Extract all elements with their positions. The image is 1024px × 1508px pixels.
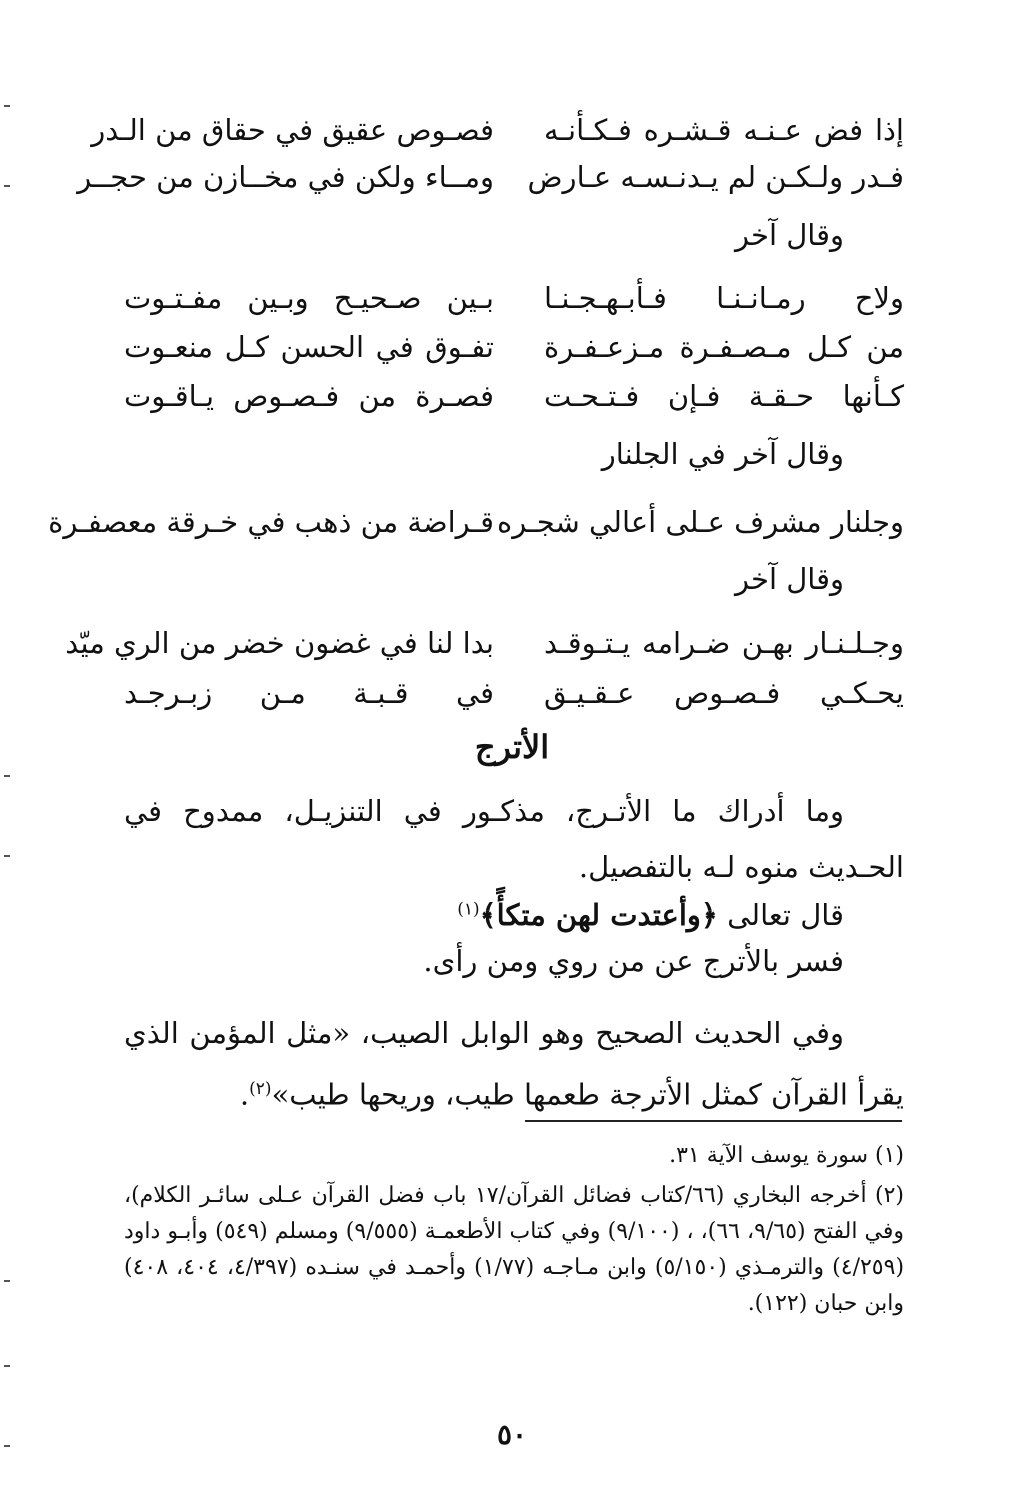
verse-first-hemistich: فـدر ولـكـن لم يـدنـسـه عـارض [527,160,904,194]
footnote-ref: (١) [457,899,480,920]
quran-line [457,898,844,932]
margin-mark [4,1280,10,1282]
verse-second-hemistich: قـراضة من ذهب في خـرقة معصفـرة [48,505,494,539]
hadith-text: وفي الحديث الصحيح وهو الوابل الصيب، «مثل المؤمن الذي يقرأ القرآن كمثل الأترجة طعمها طيب، وريحها طيب» [124,1016,904,1112]
footnote-ref: (٢) [249,1079,272,1099]
hadith-end: . [239,1077,250,1112]
margin-mark [4,185,10,187]
verse-first-hemistich: يحـكـي فـصـوص عـقـيـق [544,676,904,710]
verse-first-hemistich: من كـل مـصـفـرة مـزعـفـرة [544,330,904,364]
verse-second-hemistich: بدا لنا في غضون خضر من الري ميّد [65,626,494,660]
verse-second-hemistich: فصـرة من فـصـوص يـاقـوت [124,379,494,413]
margin-mark [4,105,10,107]
poem-intro: وقال آخر في الجلنار [601,437,844,471]
verse-first-hemistich: وجلنار مشرف عـلى أعالي شجـره [497,505,904,539]
margin-mark [4,775,10,777]
paragraph [124,783,904,895]
verse-first-hemistich: إذا فض عـنـه قـشـره فـكـأنـه [544,113,904,147]
verse-first-hemistich: كـأنها حـقـة فـإن فـتـحـت [544,379,904,413]
verse [91,105,904,155]
paragraph-text: وما أدراك ما الأتـرج، مذكـور في التنزيـل، ممدوح في الحـديث منوه لـه بالتفصيل. [124,794,904,884]
verse [48,497,904,547]
margin-mark [4,1365,10,1367]
verse [77,152,904,202]
footnote-divider [525,1120,902,1122]
verse-second-hemistich: فصـوص عقيق في حقاق من الـدر [91,113,494,147]
verse-second-hemistich: في قـبـة مـن زبـرجـد [124,676,494,710]
poem-intro: وقال آخر [735,562,844,596]
tafsir-line: فسر بالأترج عن من روي ومن رأى. [423,944,844,978]
footnote: (٢) أخرجه البخاري (٦٦/كتاب فضائل القرآن/١٧ باب فضل القرآن عـلى سائـر الكلام)، وفي الفتح (٩/٦٥، ٦٦)، ، (٩/١٠٠) وفي كتاب الأطعمـة (٩/٥٥٥) ومسلم (٥٤٩) وأبـو داود (٤/٢٥٩) والترمـذي (٥/١٥٠) وابن مـاجـه (١/٧٧) وأحمـد في سنـده (٤/٣٩٧، ٤٠٤، ٤٠٨) وابن حبان (١٢٢). [124,1183,905,1316]
quran-verse: ﴿وأعتدت لهن متكأً﴾ [479,898,718,932]
verse-second-hemistich: تفـوق في الحسن كـل منعـوت [124,330,494,364]
verse [124,322,904,372]
page-number: ٥٠ [496,1418,528,1451]
verse-first-hemistich: وجـلـنـار بهـن ضـرامه يـتـوقـد [544,626,904,660]
verse-first-hemistich: ولاح رمـانـنـا فـأبـهـجـنـا [544,281,904,315]
verse-second-hemistich: بـين صـحيـح وبـين مفـتـوت [124,281,494,315]
verse [124,371,904,421]
quran-intro: قال تعالى [717,898,844,932]
verse [124,273,904,323]
verse [124,668,904,718]
footnote: (١) سورة يوسف الآية ٣١. [669,1143,904,1168]
poem-intro: وقال آخر [735,218,844,252]
verse [65,618,904,668]
hadith-paragraph [124,1005,904,1123]
verse-second-hemistich: ومــاء ولكن في مخــازن من حجــر [77,160,494,194]
margin-mark [4,855,10,857]
section-heading: الأترج [474,728,550,766]
